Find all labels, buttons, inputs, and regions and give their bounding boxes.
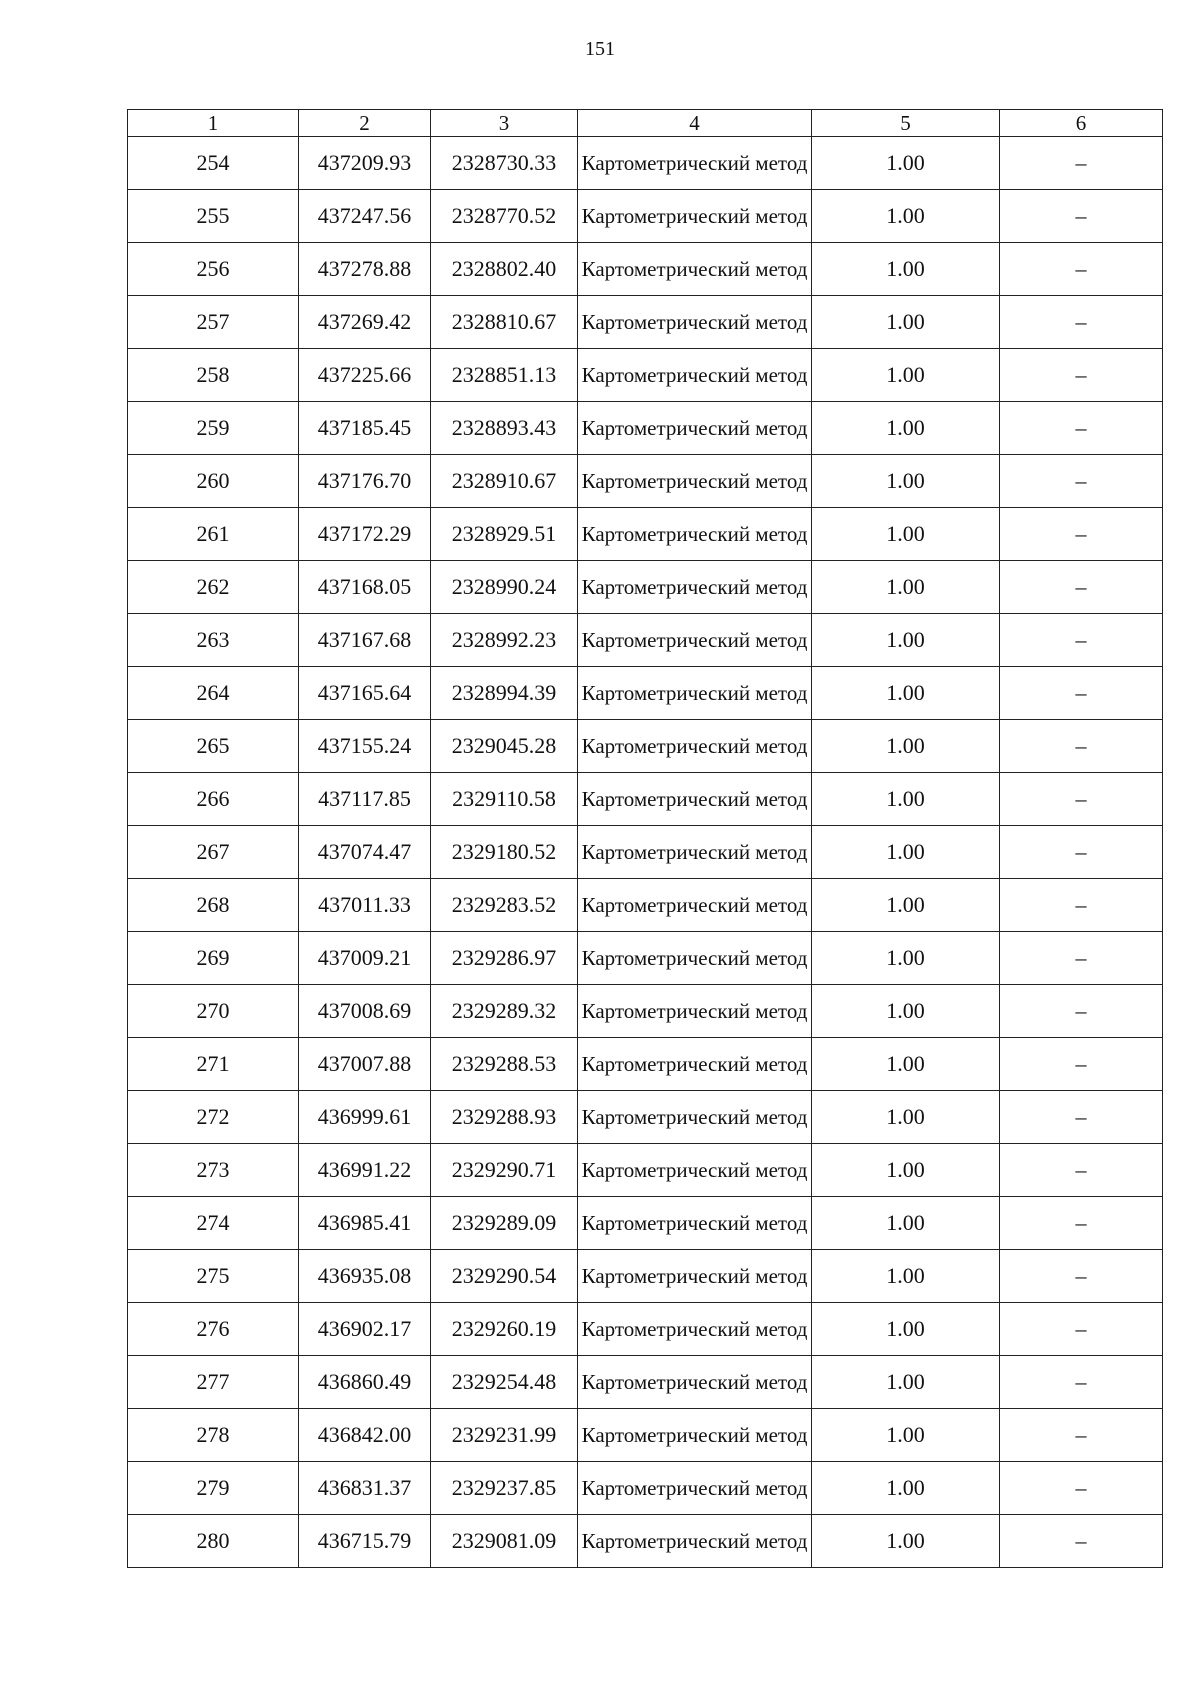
table-row xyxy=(128,561,1163,614)
x-coordinate-cell: 437011.33 xyxy=(299,879,431,932)
x-coordinate-cell: 437167.68 xyxy=(299,614,431,667)
x-coordinate-cell: 436985.41 xyxy=(299,1197,431,1250)
table-row xyxy=(128,1091,1163,1144)
method-cell: Картометрический метод xyxy=(578,137,812,190)
accuracy-cell: 1.00 xyxy=(812,1144,1000,1197)
y-coordinate-cell: 2328802.40 xyxy=(431,243,578,296)
accuracy-cell: 1.00 xyxy=(812,1409,1000,1462)
note-cell: – xyxy=(1000,296,1163,349)
x-coordinate-cell: 436999.61 xyxy=(299,1091,431,1144)
y-coordinate-cell: 2328992.23 xyxy=(431,614,578,667)
x-coordinate-cell: 437185.45 xyxy=(299,402,431,455)
point-number-cell: 280 xyxy=(128,1515,299,1568)
note-cell: – xyxy=(1000,1462,1163,1515)
x-coordinate-cell: 437008.69 xyxy=(299,985,431,1038)
note-cell: – xyxy=(1000,932,1163,985)
table-row xyxy=(128,826,1163,879)
x-coordinate-cell: 437247.56 xyxy=(299,190,431,243)
method-cell: Картометрический метод xyxy=(578,1250,812,1303)
accuracy-cell: 1.00 xyxy=(812,1303,1000,1356)
accuracy-cell: 1.00 xyxy=(812,190,1000,243)
x-coordinate-cell: 436991.22 xyxy=(299,1144,431,1197)
accuracy-cell: 1.00 xyxy=(812,243,1000,296)
table-row xyxy=(128,508,1163,561)
method-cell: Картометрический метод xyxy=(578,932,812,985)
point-number-cell: 274 xyxy=(128,1197,299,1250)
x-coordinate-cell: 437278.88 xyxy=(299,243,431,296)
point-number-cell: 262 xyxy=(128,561,299,614)
note-cell: – xyxy=(1000,614,1163,667)
table-header xyxy=(128,110,1163,137)
accuracy-cell: 1.00 xyxy=(812,455,1000,508)
x-coordinate-cell: 437168.05 xyxy=(299,561,431,614)
y-coordinate-cell: 2329180.52 xyxy=(431,826,578,879)
page-number: 151 xyxy=(585,38,615,60)
accuracy-cell: 1.00 xyxy=(812,402,1000,455)
y-coordinate-cell: 2328851.13 xyxy=(431,349,578,402)
accuracy-cell: 1.00 xyxy=(812,561,1000,614)
table-row xyxy=(128,614,1163,667)
table-row xyxy=(128,455,1163,508)
y-coordinate-cell: 2329288.53 xyxy=(431,1038,578,1091)
y-coordinate-cell: 2329110.58 xyxy=(431,773,578,826)
table-row xyxy=(128,932,1163,985)
x-coordinate-cell: 437009.21 xyxy=(299,932,431,985)
note-cell: – xyxy=(1000,1144,1163,1197)
note-cell: – xyxy=(1000,402,1163,455)
table-row xyxy=(128,1303,1163,1356)
accuracy-cell: 1.00 xyxy=(812,667,1000,720)
x-coordinate-cell: 437269.42 xyxy=(299,296,431,349)
point-number-cell: 257 xyxy=(128,296,299,349)
point-number-cell: 266 xyxy=(128,773,299,826)
x-coordinate-cell: 436715.79 xyxy=(299,1515,431,1568)
x-coordinate-cell: 437117.85 xyxy=(299,773,431,826)
x-coordinate-cell: 437172.29 xyxy=(299,508,431,561)
method-cell: Картометрический метод xyxy=(578,455,812,508)
y-coordinate-cell: 2329290.71 xyxy=(431,1144,578,1197)
note-cell: – xyxy=(1000,1197,1163,1250)
accuracy-cell: 1.00 xyxy=(812,879,1000,932)
y-coordinate-cell: 2328810.67 xyxy=(431,296,578,349)
y-coordinate-cell: 2329286.97 xyxy=(431,932,578,985)
method-cell: Картометрический метод xyxy=(578,1462,812,1515)
point-number-cell: 260 xyxy=(128,455,299,508)
method-cell: Картометрический метод xyxy=(578,1197,812,1250)
accuracy-cell: 1.00 xyxy=(812,1356,1000,1409)
column-header-6: 6 xyxy=(1000,110,1163,137)
table-row xyxy=(128,1250,1163,1303)
y-coordinate-cell: 2329283.52 xyxy=(431,879,578,932)
note-cell: – xyxy=(1000,561,1163,614)
table-row xyxy=(128,773,1163,826)
point-number-cell: 265 xyxy=(128,720,299,773)
point-number-cell: 278 xyxy=(128,1409,299,1462)
table-row xyxy=(128,190,1163,243)
y-coordinate-cell: 2329231.99 xyxy=(431,1409,578,1462)
point-number-cell: 261 xyxy=(128,508,299,561)
note-cell: – xyxy=(1000,1250,1163,1303)
accuracy-cell: 1.00 xyxy=(812,985,1000,1038)
table-row xyxy=(128,296,1163,349)
accuracy-cell: 1.00 xyxy=(812,1197,1000,1250)
y-coordinate-cell: 2329288.93 xyxy=(431,1091,578,1144)
method-cell: Картометрический метод xyxy=(578,985,812,1038)
x-coordinate-cell: 436842.00 xyxy=(299,1409,431,1462)
y-coordinate-cell: 2329260.19 xyxy=(431,1303,578,1356)
method-cell: Картометрический метод xyxy=(578,720,812,773)
y-coordinate-cell: 2329254.48 xyxy=(431,1356,578,1409)
method-cell: Картометрический метод xyxy=(578,1091,812,1144)
point-number-cell: 267 xyxy=(128,826,299,879)
accuracy-cell: 1.00 xyxy=(812,614,1000,667)
x-coordinate-cell: 437155.24 xyxy=(299,720,431,773)
accuracy-cell: 1.00 xyxy=(812,826,1000,879)
note-cell: – xyxy=(1000,508,1163,561)
column-header-1: 1 xyxy=(128,110,299,137)
method-cell: Картометрический метод xyxy=(578,296,812,349)
x-coordinate-cell: 437165.64 xyxy=(299,667,431,720)
note-cell: – xyxy=(1000,190,1163,243)
point-number-cell: 275 xyxy=(128,1250,299,1303)
table-row xyxy=(128,243,1163,296)
point-number-cell: 263 xyxy=(128,614,299,667)
point-number-cell: 277 xyxy=(128,1356,299,1409)
table-row xyxy=(128,1356,1163,1409)
method-cell: Картометрический метод xyxy=(578,1356,812,1409)
x-coordinate-cell: 437209.93 xyxy=(299,137,431,190)
method-cell: Картометрический метод xyxy=(578,614,812,667)
method-cell: Картометрический метод xyxy=(578,243,812,296)
table-row xyxy=(128,402,1163,455)
x-coordinate-cell: 437007.88 xyxy=(299,1038,431,1091)
column-header-5: 5 xyxy=(812,110,1000,137)
point-number-cell: 255 xyxy=(128,190,299,243)
point-number-cell: 271 xyxy=(128,1038,299,1091)
table-row xyxy=(128,1462,1163,1515)
method-cell: Картометрический метод xyxy=(578,349,812,402)
note-cell: – xyxy=(1000,720,1163,773)
note-cell: – xyxy=(1000,455,1163,508)
x-coordinate-cell: 437074.47 xyxy=(299,826,431,879)
method-cell: Картометрический метод xyxy=(578,1409,812,1462)
note-cell: – xyxy=(1000,349,1163,402)
point-number-cell: 273 xyxy=(128,1144,299,1197)
note-cell: – xyxy=(1000,1091,1163,1144)
note-cell: – xyxy=(1000,773,1163,826)
point-number-cell: 276 xyxy=(128,1303,299,1356)
method-cell: Картометрический метод xyxy=(578,190,812,243)
point-number-cell: 269 xyxy=(128,932,299,985)
method-cell: Картометрический метод xyxy=(578,773,812,826)
accuracy-cell: 1.00 xyxy=(812,137,1000,190)
method-cell: Картометрический метод xyxy=(578,1038,812,1091)
y-coordinate-cell: 2328770.52 xyxy=(431,190,578,243)
accuracy-cell: 1.00 xyxy=(812,932,1000,985)
y-coordinate-cell: 2329290.54 xyxy=(431,1250,578,1303)
method-cell: Картометрический метод xyxy=(578,826,812,879)
method-cell: Картометрический метод xyxy=(578,508,812,561)
table-row xyxy=(128,349,1163,402)
accuracy-cell: 1.00 xyxy=(812,349,1000,402)
point-number-cell: 264 xyxy=(128,667,299,720)
note-cell: – xyxy=(1000,243,1163,296)
accuracy-cell: 1.00 xyxy=(812,1515,1000,1568)
point-number-cell: 272 xyxy=(128,1091,299,1144)
accuracy-cell: 1.00 xyxy=(812,1091,1000,1144)
method-cell: Картометрический метод xyxy=(578,1303,812,1356)
note-cell: – xyxy=(1000,1409,1163,1462)
x-coordinate-cell: 437225.66 xyxy=(299,349,431,402)
coordinates-table xyxy=(127,109,1163,1568)
method-cell: Картометрический метод xyxy=(578,1515,812,1568)
y-coordinate-cell: 2329081.09 xyxy=(431,1515,578,1568)
y-coordinate-cell: 2328929.51 xyxy=(431,508,578,561)
method-cell: Картометрический метод xyxy=(578,561,812,614)
note-cell: – xyxy=(1000,667,1163,720)
note-cell: – xyxy=(1000,1303,1163,1356)
x-coordinate-cell: 436860.49 xyxy=(299,1356,431,1409)
column-header-4: 4 xyxy=(578,110,812,137)
table-row xyxy=(128,1409,1163,1462)
x-coordinate-cell: 436831.37 xyxy=(299,1462,431,1515)
y-coordinate-cell: 2328994.39 xyxy=(431,667,578,720)
note-cell: – xyxy=(1000,879,1163,932)
point-number-cell: 268 xyxy=(128,879,299,932)
y-coordinate-cell: 2329237.85 xyxy=(431,1462,578,1515)
x-coordinate-cell: 436935.08 xyxy=(299,1250,431,1303)
y-coordinate-cell: 2329289.32 xyxy=(431,985,578,1038)
accuracy-cell: 1.00 xyxy=(812,508,1000,561)
accuracy-cell: 1.00 xyxy=(812,1038,1000,1091)
table-row xyxy=(128,1515,1163,1568)
point-number-cell: 254 xyxy=(128,137,299,190)
accuracy-cell: 1.00 xyxy=(812,773,1000,826)
method-cell: Картометрический метод xyxy=(578,1144,812,1197)
y-coordinate-cell: 2329045.28 xyxy=(431,720,578,773)
point-number-cell: 270 xyxy=(128,985,299,1038)
note-cell: – xyxy=(1000,1038,1163,1091)
method-cell: Картометрический метод xyxy=(578,879,812,932)
x-coordinate-cell: 437176.70 xyxy=(299,455,431,508)
table-row xyxy=(128,1144,1163,1197)
column-header-2: 2 xyxy=(299,110,431,137)
method-cell: Картометрический метод xyxy=(578,667,812,720)
point-number-cell: 259 xyxy=(128,402,299,455)
table-row xyxy=(128,137,1163,190)
point-number-cell: 279 xyxy=(128,1462,299,1515)
note-cell: – xyxy=(1000,826,1163,879)
accuracy-cell: 1.00 xyxy=(812,1462,1000,1515)
note-cell: – xyxy=(1000,1356,1163,1409)
table-row xyxy=(128,720,1163,773)
table-row xyxy=(128,1038,1163,1091)
table-row xyxy=(128,1197,1163,1250)
header-row xyxy=(128,110,1163,137)
accuracy-cell: 1.00 xyxy=(812,1250,1000,1303)
note-cell: – xyxy=(1000,985,1163,1038)
point-number-cell: 258 xyxy=(128,349,299,402)
y-coordinate-cell: 2328910.67 xyxy=(431,455,578,508)
y-coordinate-cell: 2328893.43 xyxy=(431,402,578,455)
accuracy-cell: 1.00 xyxy=(812,720,1000,773)
accuracy-cell: 1.00 xyxy=(812,296,1000,349)
y-coordinate-cell: 2328730.33 xyxy=(431,137,578,190)
table-row xyxy=(128,985,1163,1038)
table-row xyxy=(128,879,1163,932)
column-header-3: 3 xyxy=(431,110,578,137)
method-cell: Картометрический метод xyxy=(578,402,812,455)
y-coordinate-cell: 2329289.09 xyxy=(431,1197,578,1250)
note-cell: – xyxy=(1000,137,1163,190)
table-row xyxy=(128,667,1163,720)
note-cell: – xyxy=(1000,1515,1163,1568)
table-body xyxy=(128,137,1163,1568)
point-number-cell: 256 xyxy=(128,243,299,296)
y-coordinate-cell: 2328990.24 xyxy=(431,561,578,614)
x-coordinate-cell: 436902.17 xyxy=(299,1303,431,1356)
